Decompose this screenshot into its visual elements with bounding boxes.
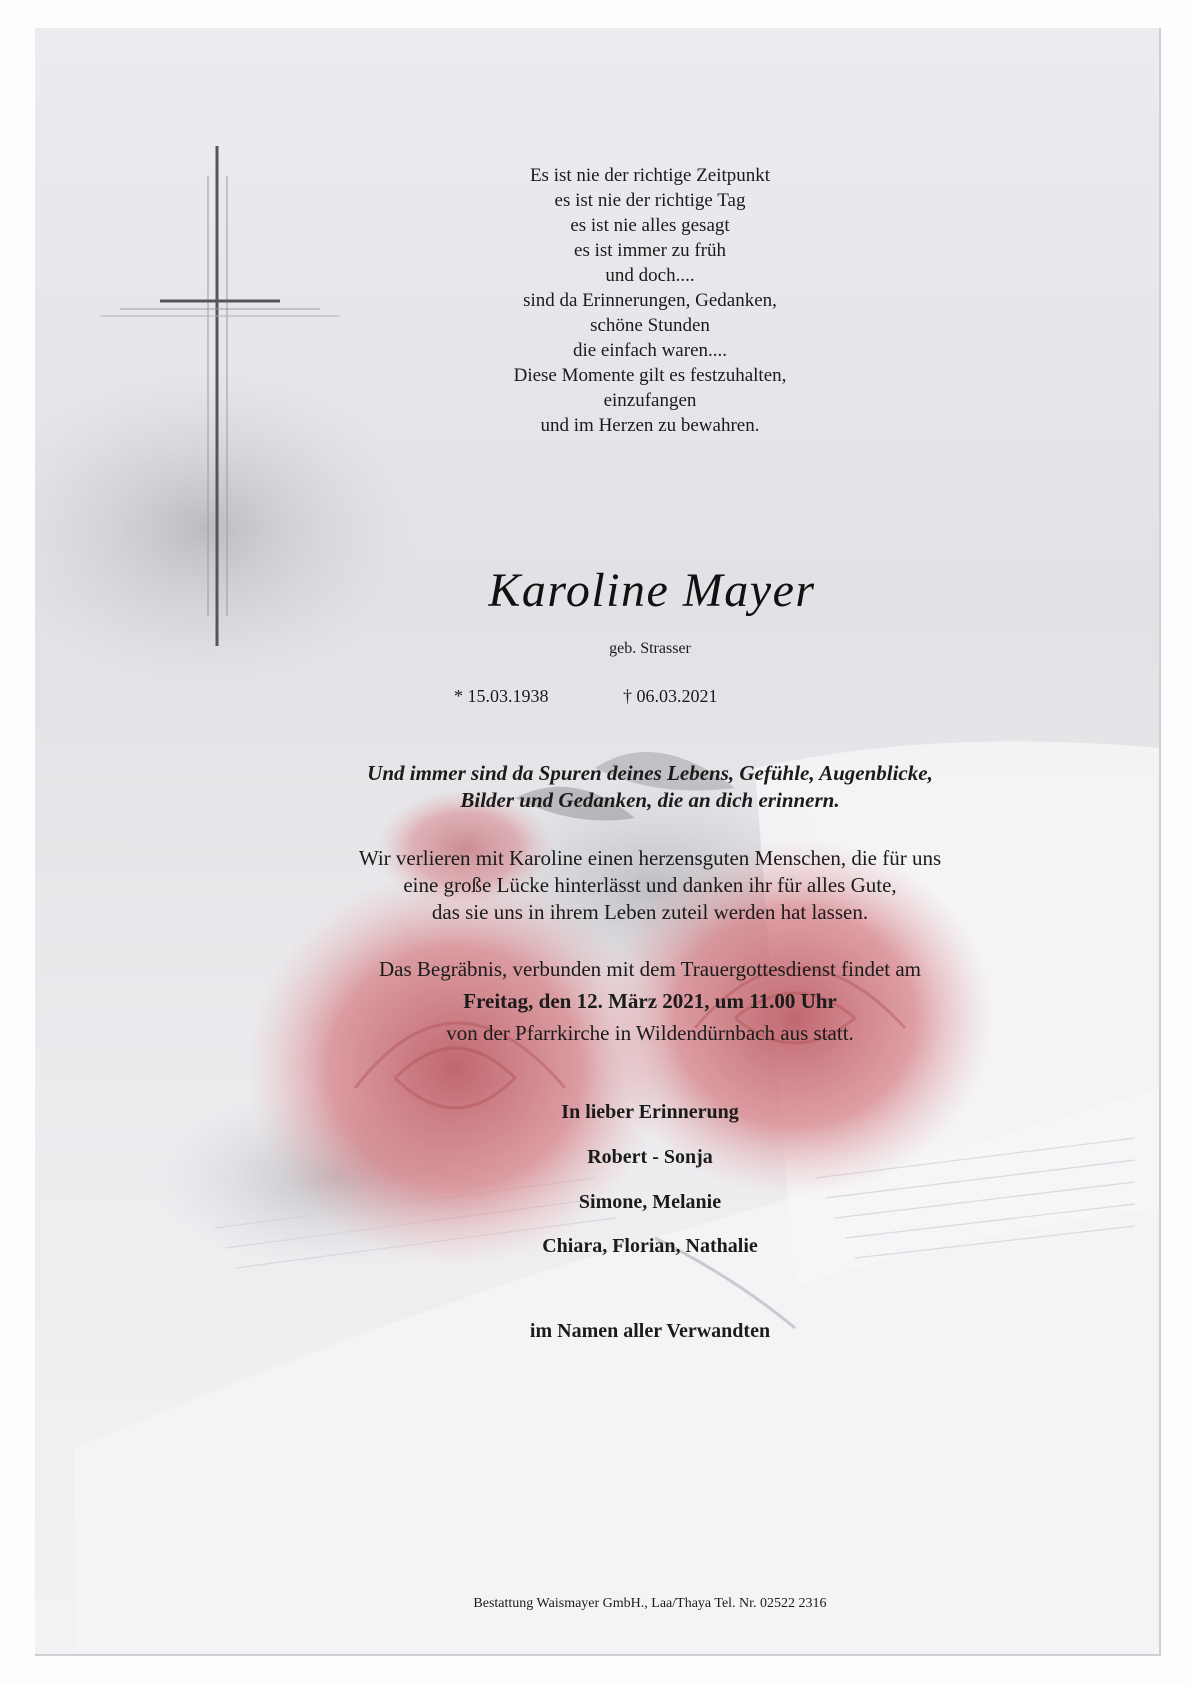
funeral-line: Das Begräbnis, verbunden mit dem Trauergottesdienst findet am <box>378 957 922 981</box>
poem-line: es ist nie alles gesagt <box>570 215 730 236</box>
birth-date: * 15.03.1938 <box>454 686 549 706</box>
birth-name: geb. Strasser <box>609 640 691 657</box>
memorial-quote <box>87 760 1161 814</box>
message-line: das sie uns in ihrem Leben zuteil werden hat lassen. <box>431 900 869 924</box>
poem-line: Es ist nie der richtige Zeitpunkt <box>529 165 771 186</box>
poem-line: schöne Stunden <box>590 315 710 336</box>
funeral-info <box>87 953 1161 1049</box>
message-line: eine große Lücke hinterlässt und danken ihr für alles Gute, <box>403 873 897 897</box>
deceased-name: Karoline Mayer <box>488 564 816 617</box>
signature-intro: In lieber Erinnerung <box>561 1101 739 1123</box>
poem-line: die einfach waren.... <box>572 340 728 361</box>
poem-line: Diese Momente gilt es festzuhalten, <box>513 365 787 386</box>
poem-line: und doch.... <box>605 265 695 286</box>
poem <box>87 163 1161 438</box>
message-line: Wir verlieren mit Karoline einen herzensguten Menschen, die für uns <box>358 846 942 870</box>
obituary-page <box>35 28 1161 1656</box>
poem-line: sind da Erinnerungen, Gedanken, <box>523 290 777 311</box>
memorial-message <box>87 845 1161 926</box>
poem-line: es ist nie der richtige Tag <box>554 190 746 211</box>
funeral-location: von der Pfarrkirche in Wildendürnbach aus statt. <box>446 1021 854 1045</box>
death-date: † 06.03.2021 <box>623 686 718 706</box>
family-line: Chiara, Florian, Nathalie <box>542 1235 758 1257</box>
signature-closing: im Namen aller Verwandten <box>529 1320 771 1342</box>
poem-line: es ist immer zu früh <box>574 240 726 261</box>
funeral-home-footer: Bestattung Waismayer GmbH., Laa/Thaya Tel. Nr. 02522 2316 <box>473 1596 827 1611</box>
quote-line: Und immer sind da Spuren deines Lebens, Gefühle, Augenblicke, <box>367 761 933 785</box>
quote-line: Bilder und Gedanken, die an dich erinnern. <box>460 788 840 812</box>
funeral-date-time: Freitag, den 12. März 2021, um 11.00 Uhr <box>463 989 837 1013</box>
poem-line: und im Herzen zu bewahren. <box>540 415 760 436</box>
family-line: Robert - Sonja <box>587 1146 713 1168</box>
poem-line: einzufangen <box>603 390 697 411</box>
family-line: Simone, Melanie <box>578 1191 722 1213</box>
